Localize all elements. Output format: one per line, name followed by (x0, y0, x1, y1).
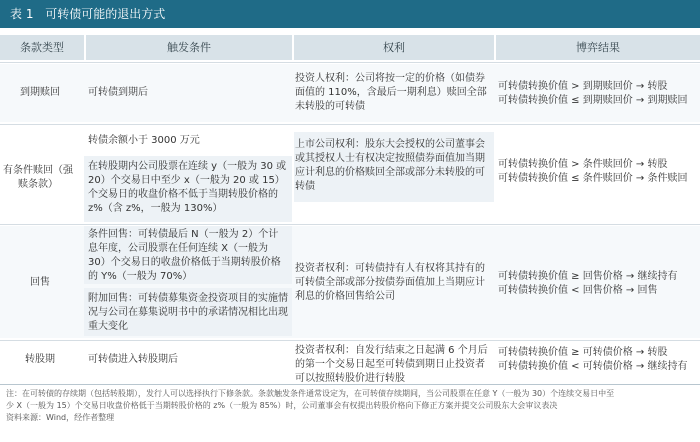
row1-right: 投资人权利：公司将按一定的价格（如债券面值的 110%，含最后一期利息）赎回全部未转股的可转债 (295, 73, 487, 112)
row2-trigger-b: 在转股期内公司股票在连续 y（一般为 30 或 20）个交易日中至少 x（一般为 20 或 15）个交易日的收盘价格不低于当期转股价格的 z%（含 z%，一般为 130%） (88, 161, 287, 214)
row3-trigger-b: 附加回售：可转债募集资金投资项目的实施情况与公司在募集说明书中的承诺情况相比出现重大变化 (88, 293, 288, 332)
header-trigger: 触发条件 (86, 35, 292, 60)
row1-result: 可转债转换价值 > 到期赎回价 → 转股 可转债转换价值 ≤ 到期赎回价 → 到期赎回 (498, 81, 688, 106)
row2-right: 上市公司权利：股东大会授权的公司董事会或其授权人士有权决定按照债券面值加当期应计利息的价格赎回全部或部分未转股的可转债 (295, 139, 485, 192)
row2-trigger-a: 转债余额小于 3000 万元 (88, 135, 200, 146)
row4-trigger: 可转债进入转股期后 (88, 354, 178, 365)
row4-result: 可转债转换价值 ≥ 可转债价格 → 转股 可转债转换价值 < 可转债价格 → 继续持有 (498, 347, 688, 372)
row3-trigger-a: 条件回售：可转债最后 N（一般为 2）个计息年度，公司股票在任何连续 X（一般为 30）个交易日的收盘价格低于当期转股价格的 Y%（一般为 70%） (88, 229, 281, 282)
table-notes (6, 388, 696, 424)
row3-type: 回售 (30, 277, 50, 288)
header-right: 权利 (294, 35, 494, 60)
row2-type: 有条件赎回（强赎条款） (3, 165, 73, 190)
row1-trigger: 可转债到期后 (88, 87, 148, 98)
row3-right: 投资者权利：可转债持有人有权将其持有的可转债全部或部分按债券面值加上当期应计利息的价格回售给公司 (295, 263, 485, 302)
note-line-2: 少 X（一般为 15）个交易日收盘价格低于当期转股价格的 z%（一般为 85%）时，公司董事会有权提出转股价格向下修正方案并提交公司股东大会审议表决 (6, 401, 558, 410)
table-title-bar (0, 0, 700, 28)
row4-right: 投资者权利：自发行结束之日起满 6 个月后的第一个交易日起至可转债到期日止投资者可以按照转股价进行转股 (295, 345, 488, 384)
header-result: 博弈结果 (496, 35, 700, 60)
table-title: 可转债可能的退出方式 (45, 7, 166, 21)
row2-result: 可转债转换价值 > 条件赎回价 → 转股 可转债转换价值 ≤ 条件赎回价 → 条件赎回 (498, 159, 688, 184)
row1-type: 到期赎回 (20, 87, 60, 98)
note-line-1: 注：在可转债的存续期（包括转股期），发行人可以选择执行下修条款。条款触发条件通常设定为，在可转债存续期间，当公司股票在任意 Y（一般为 30）个连续交易日中至 (6, 389, 615, 398)
row4-type: 转股期 (25, 354, 55, 365)
header-type: 条款类型 (0, 35, 84, 60)
source-line: 资料来源：Wind，经作者整理 (6, 413, 115, 422)
row3-result: 可转债转换价值 ≥ 回售价格 → 继续持有 可转债转换价值 < 回售价格 → 回售 (498, 271, 678, 296)
table-number: 表 1 (10, 7, 34, 21)
